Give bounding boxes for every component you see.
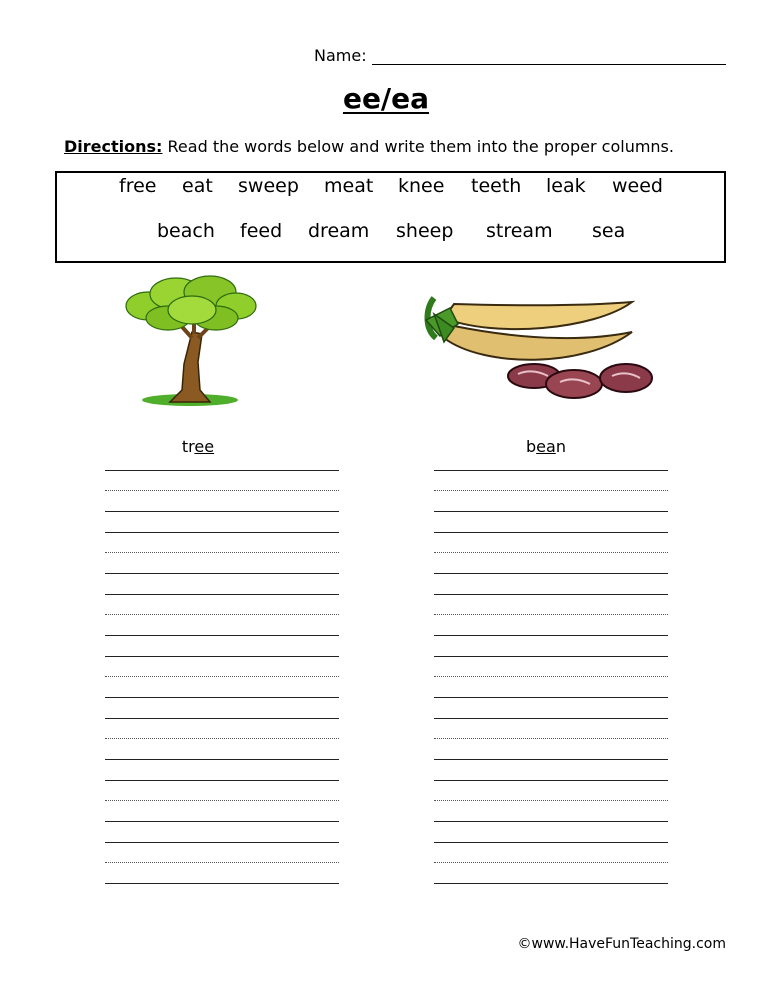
word-bank-word: meat — [324, 175, 374, 197]
word-bank-word: leak — [546, 175, 586, 197]
directions — [64, 137, 674, 156]
directions-text: Read the words below and write them into the proper columns. — [162, 137, 674, 156]
word-bank-word: weed — [612, 175, 663, 197]
word-bank-word: sweep — [238, 175, 299, 197]
name-write-line[interactable] — [372, 64, 726, 65]
word-bank-box — [55, 171, 726, 263]
word-bank-word: dream — [308, 220, 370, 242]
word-bank-word: sea — [592, 220, 626, 242]
column-label-tree: tree — [181, 437, 215, 456]
word-bank-word: sheep — [396, 220, 454, 242]
word-bank-word: eat — [182, 175, 213, 197]
directions-label: Directions: — [64, 137, 163, 156]
worksheet-title: ee/ea — [342, 82, 430, 115]
word-bank-word: teeth — [471, 175, 522, 197]
word-bank-word: stream — [486, 220, 553, 242]
column-label-bean: bean — [526, 437, 566, 456]
footer-copyright: ©www.HaveFunTeaching.com — [517, 936, 726, 952]
name-label: Name: — [314, 46, 367, 65]
word-bank-word: free — [119, 175, 157, 197]
tree-icon — [118, 272, 258, 408]
word-bank-word: knee — [398, 175, 445, 197]
bean-pod-icon — [414, 278, 664, 404]
word-bank-word: feed — [240, 220, 283, 242]
word-bank-word: beach — [157, 220, 215, 242]
